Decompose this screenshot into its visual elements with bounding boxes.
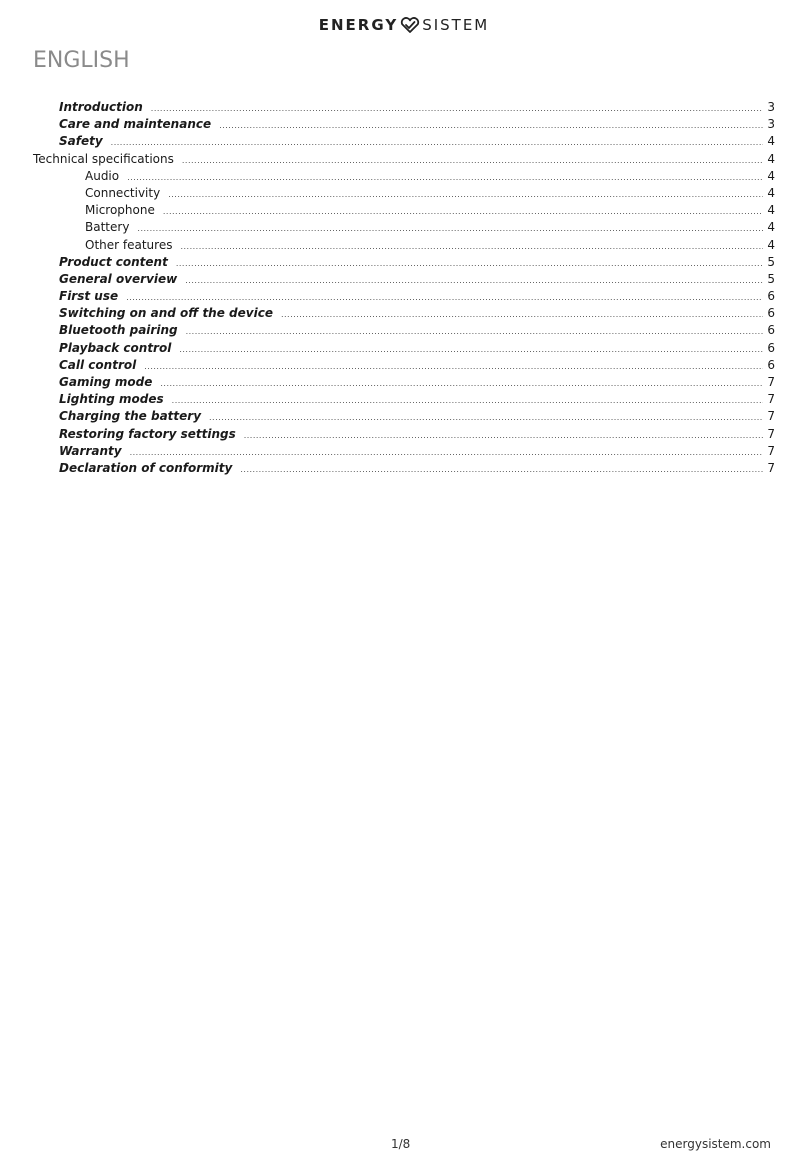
toc-entry-page: 4 (767, 237, 775, 252)
toc-entry[interactable] (0, 426, 808, 443)
toc-entry-page: 6 (767, 340, 775, 355)
toc-dot-leader (180, 238, 763, 255)
toc-dot-leader (176, 255, 764, 272)
toc-dot-leader (244, 427, 764, 444)
toc-entry[interactable] (0, 305, 808, 322)
toc-entry-page: 6 (767, 306, 775, 321)
toc-dot-leader (130, 444, 764, 461)
toc-entry[interactable] (0, 151, 808, 168)
toc-entry-title: Battery (85, 220, 130, 235)
toc-dot-leader (137, 220, 763, 237)
toc-entry-title: Audio (85, 168, 120, 183)
toc-entry-title: Bluetooth pairing (59, 323, 178, 338)
toc-entry-title: Charging the battery (59, 409, 202, 424)
toc-entry-title: Connectivity (85, 185, 161, 200)
page-indicator: 1/8 (391, 1137, 411, 1151)
toc-entry-title: Care and maintenance (59, 117, 212, 132)
brand-name-part1: ENERGY (318, 16, 399, 34)
toc-entry[interactable] (0, 443, 808, 460)
toc-entry[interactable] (0, 374, 808, 391)
toc-entry[interactable] (0, 99, 808, 116)
toc-entry[interactable] (0, 185, 808, 202)
toc-dot-leader (163, 203, 764, 220)
toc-entry-page: 7 (767, 443, 775, 458)
toc-entry-title: Other features (85, 237, 173, 252)
toc-entry-title: Restoring factory settings (59, 426, 236, 441)
toc-entry-page: 4 (767, 151, 775, 166)
toc-dot-leader (172, 392, 764, 409)
toc-entry[interactable] (0, 271, 808, 288)
toc-entry[interactable] (0, 391, 808, 408)
toc-entry-page: 7 (767, 460, 775, 475)
toc-dot-leader (126, 289, 763, 306)
brand-name-part2: SISTEM (422, 16, 490, 34)
toc-entry[interactable] (0, 116, 808, 133)
toc-entry-title: Lighting modes (59, 392, 164, 407)
toc-entry[interactable] (0, 237, 808, 254)
toc-entry-title: Introduction (59, 100, 143, 114)
toc-dot-leader (127, 169, 763, 186)
website-link[interactable]: energysistem.com (660, 1137, 771, 1151)
toc-entry[interactable] (0, 357, 808, 374)
toc-dot-leader (151, 100, 764, 117)
toc-entry-title: Microphone (85, 203, 155, 218)
toc-entry-page: 4 (767, 134, 775, 149)
toc-entry[interactable] (0, 340, 808, 357)
toc-dot-leader (111, 134, 764, 151)
toc-entry[interactable] (0, 322, 808, 339)
toc-dot-leader (219, 117, 763, 134)
toc-entry-page: 5 (767, 254, 775, 269)
toc-entry[interactable] (0, 168, 808, 185)
toc-entry-title: Switching on and off the device (59, 306, 273, 321)
toc-entry[interactable] (0, 202, 808, 219)
toc-dot-leader (182, 152, 764, 169)
toc-entry-page: 6 (767, 323, 775, 338)
toc-entry[interactable] (0, 219, 808, 236)
toc-entry-page: 6 (767, 357, 775, 372)
toc-entry[interactable] (0, 408, 808, 425)
toc-entry-title: Declaration of conformity (59, 460, 233, 475)
toc-entry-page: 3 (767, 117, 775, 132)
toc-entry-page: 4 (767, 220, 775, 235)
toc-entry-page: 7 (767, 426, 775, 441)
toc-entry-title: First use (59, 289, 119, 304)
toc-dot-leader (281, 306, 763, 323)
toc-dot-leader (168, 186, 763, 203)
toc-entry[interactable] (0, 460, 808, 477)
toc-entry-page: 7 (767, 392, 775, 407)
toc-entry-page: 4 (767, 168, 775, 183)
toc-entry-page: 5 (767, 271, 775, 286)
toc-entry-page: 3 (767, 100, 775, 114)
toc-entry-title: Technical specifications (33, 151, 174, 166)
toc-entry-title: Gaming mode (59, 375, 153, 389)
toc-dot-leader (160, 375, 763, 392)
toc-entry-page: 4 (767, 185, 775, 200)
toc-dot-leader (179, 341, 763, 358)
section-heading: ENGLISH (33, 48, 130, 73)
toc-dot-leader (185, 272, 763, 289)
toc-entry[interactable] (0, 254, 808, 271)
toc-entry-page: 7 (767, 375, 775, 389)
toc-entry-page: 6 (767, 289, 775, 304)
toc-entry-title: Safety (59, 134, 103, 149)
toc-entry-page: 4 (767, 203, 775, 218)
toc-dot-leader (240, 461, 763, 478)
heart-check-icon (400, 17, 420, 33)
toc-entry-title: Playback control (59, 340, 172, 355)
toc-entry-title: General overview (59, 271, 178, 286)
toc-entry-page: 7 (767, 409, 775, 424)
toc-dot-leader (209, 409, 763, 426)
toc-entry[interactable] (0, 288, 808, 305)
brand-logo (0, 16, 808, 34)
toc-entry-title: Warranty (59, 443, 122, 458)
toc-dot-leader (144, 358, 763, 375)
toc-entry[interactable] (0, 133, 808, 150)
table-of-contents (0, 99, 808, 477)
toc-entry-title: Call control (59, 357, 137, 372)
toc-dot-leader (186, 323, 764, 340)
toc-entry-title: Product content (59, 254, 168, 269)
